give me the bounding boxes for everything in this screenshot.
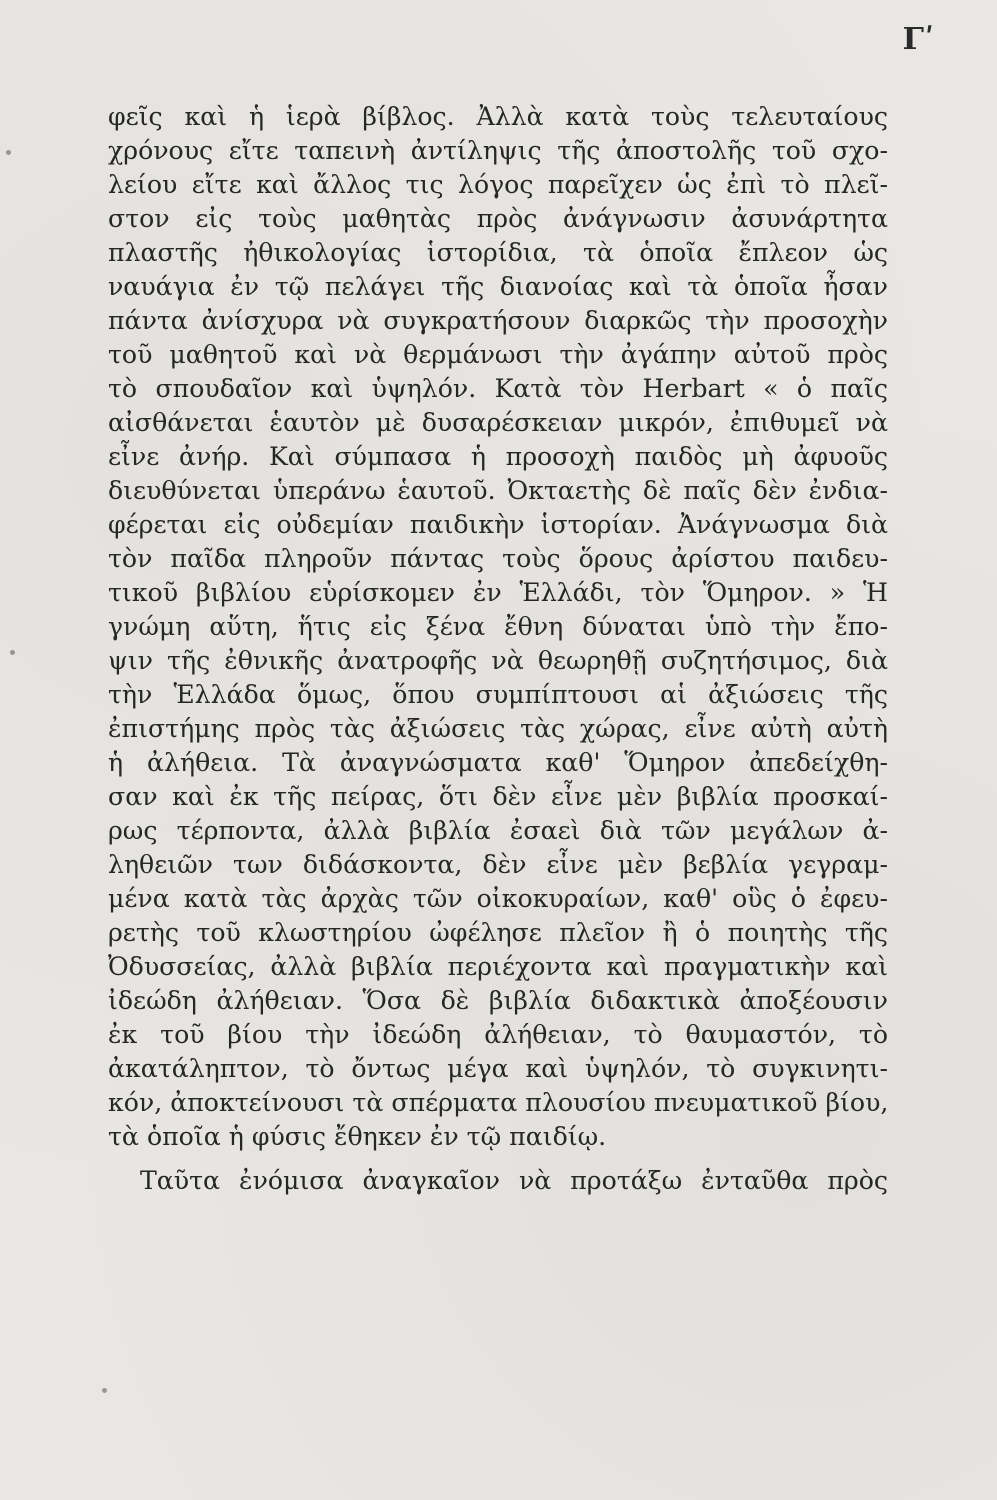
text-line: μένα κατὰ τὰς ἀρχὰς τῶν οἰκοκυραίων, καθ' οὓς ὁ ἐφευ- xyxy=(108,884,888,913)
text-line: ρετὴς τοῦ κλωστηρίου ὠφέλησε πλεῖον ἢ ὁ ποιητὴς τῆς xyxy=(108,918,888,947)
text-line: ψιν τῆς ἐθνικῆς ἀνατροφῆς νὰ θεωρηθῇ συζητήσιμος, διὰ xyxy=(108,646,888,675)
ink-speck xyxy=(10,650,15,655)
text-line: ἐπιστήμης πρὸς τὰς ἀξιώσεις τὰς χώρας, εἶνε αὐτὴ αὐτὴ xyxy=(108,714,888,743)
text-line: ληθειῶν των διδάσκοντα, δὲν εἶνε μὲν βεβλία γεγραμ- xyxy=(108,850,888,879)
text-line: κόν, ἀποκτείνουσι τὰ σπέρματα πλουσίου πνευματικοῦ βίου, xyxy=(108,1088,889,1117)
text-line: ἰδεώδη ἀλήθειαν. Ὅσα δὲ βιβλία διδακτικὰ ἀποξέουσιν xyxy=(108,986,888,1015)
text-line: φέρεται εἰς οὐδεμίαν παιδικὴν ἱστορίαν. Ἀνάγνωσμα διὰ xyxy=(108,510,888,539)
text-line: τικοῦ βιβλίου εὑρίσκομεν ἐν Ἑλλάδι, τὸν Ὅμηρον. » Ἡ xyxy=(108,578,888,607)
text-line: τοῦ μαθητοῦ καὶ νὰ θερμάνωσι τὴν ἀγάπην αὐτοῦ πρὸς xyxy=(108,340,888,369)
text-line: φεῖς καὶ ἡ ἱερὰ βίβλος. Ἀλλὰ κατὰ τοὺς τελευταίους xyxy=(108,102,888,131)
text-line: αἰσθάνεται ἑαυτὸν μὲ δυσαρέσκειαν μικρόν, ἐπιθυμεῖ νὰ xyxy=(108,408,888,437)
text-line: χρόνους εἴτε ταπεινὴ ἀντίληψις τῆς ἀποστολῆς τοῦ σχο- xyxy=(108,136,888,165)
text-line: διευθύνεται ὑπεράνω ἑαυτοῦ. Ὀκταετὴς δὲ παῖς δὲν ἐνδια- xyxy=(108,476,888,505)
paragraph-start-line: Ταῦτα ἐνόμισα ἀναγκαῖον νὰ προτάξω ἐνταῦθα πρὸς xyxy=(140,1166,888,1195)
text-line: στον εἰς τοὺς μαθητὰς πρὸς ἀνάγνωσιν ἀσυνάρτητα xyxy=(108,204,888,233)
paragraph-end-line: τὰ ὁποῖα ἡ φύσις ἔθηκεν ἐν τῷ παιδίῳ. xyxy=(108,1122,607,1151)
text-line: τὸ σπουδαῖον καὶ ὑψηλόν. Κατὰ τὸν Herbart « ὁ παῖς xyxy=(108,374,888,403)
page-number: Γʹ xyxy=(902,22,935,57)
text-line: λείου εἴτε καὶ ἄλλος τις λόγος παρεῖχεν ὡς ἐπὶ τὸ πλεῖ- xyxy=(108,170,888,199)
text-line: σαν καὶ ἐκ τῆς πείρας, ὅτι δὲν εἶνε μὲν βιβλία προσκαί- xyxy=(108,782,888,811)
paragraph-gap xyxy=(108,1154,888,1164)
ink-speck xyxy=(6,150,11,155)
text-line: τὸν παῖδα πληροῦν πάντας τοὺς ὅρους ἀρίστου παιδευ- xyxy=(108,544,888,573)
text-line: ρως τέρποντα, ἀλλὰ βιβλία ἐσαεὶ διὰ τῶν μεγάλων ἀ- xyxy=(108,816,888,845)
text-line: ἡ ἀλήθεια. Τὰ ἀναγνώσματα καθ' Ὅμηρον ἀπεδείχθη- xyxy=(108,748,888,777)
ink-speck xyxy=(102,1388,107,1393)
text-line: πλαστῆς ἠθικολογίας ἱστορίδια, τὰ ὁποῖα ἔπλεον ὡς xyxy=(108,238,888,267)
text-line: ναυάγια ἐν τῷ πελάγει τῆς διανοίας καὶ τὰ ὁποῖα ἦσαν xyxy=(108,272,888,301)
text-line: τὴν Ἑλλάδα ὅμως, ὅπου συμπίπτουσι αἱ ἀξιώσεις τῆς xyxy=(108,680,888,709)
body-text xyxy=(108,100,888,1198)
text-line: πάντα ἀνίσχυρα νὰ συγκρατήσουν διαρκῶς τὴν προσοχὴν xyxy=(108,306,888,335)
text-line: εἶνε ἀνήρ. Καὶ σύμπασα ἡ προσοχὴ παιδὸς μὴ ἀφυοῦς xyxy=(108,442,888,471)
text-line: Ὀδυσσείας, ἀλλὰ βιβλία περιέχοντα καὶ πραγματικὴν καὶ xyxy=(108,952,888,981)
text-line: ἀκατάληπτον, τὸ ὄντως μέγα καὶ ὑψηλόν, τὸ συγκινητι- xyxy=(108,1054,888,1083)
text-line: ἐκ τοῦ βίου τὴν ἰδεώδη ἀλήθειαν, τὸ θαυμαστόν, τὸ xyxy=(108,1020,888,1049)
text-line: γνώμη αὕτη, ἥτις εἰς ξένα ἔθνη δύναται ὑπὸ τὴν ἔπο- xyxy=(108,612,888,641)
